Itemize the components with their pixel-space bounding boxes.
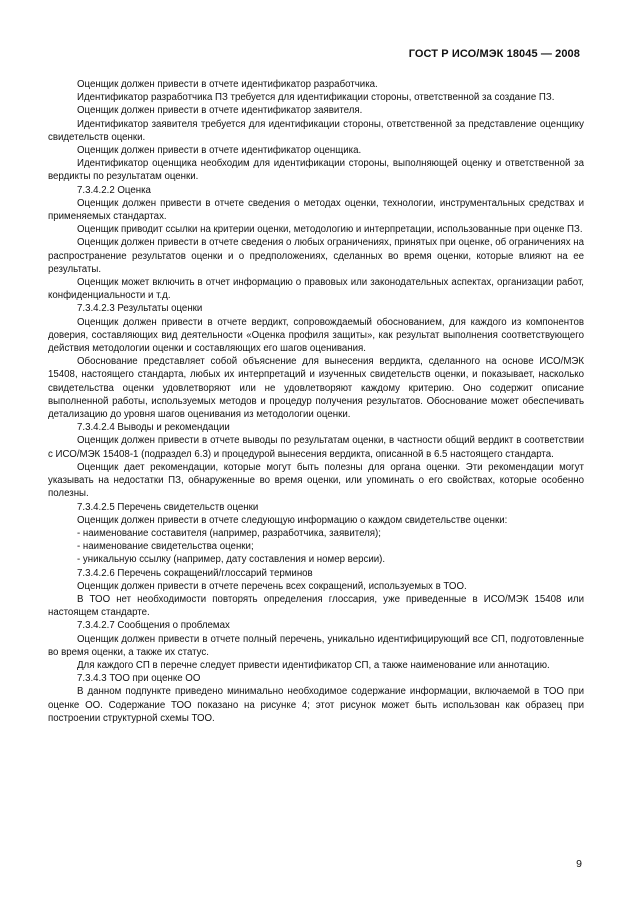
section-heading: 7.3.4.2.7 Сообщения о проблемах	[77, 620, 230, 632]
paragraph: Оценщик должен привести в отчете вердикт, сопровождаемый обоснованием, для каждого из компонентов доверия, составляющих вид деятельности «Оценка профиля защиты», как результат выполнения соответствующего действия методологии оценки и составляющих его шагов оценивания.	[48, 316, 584, 355]
paragraph: Идентификатор оценщика необходим для идентификации стороны, выполняющей оценку и ответственной за вердикты по результатам оценки.	[48, 158, 584, 183]
paragraph: В данном подпункте приведено минимально необходимое содержание информации, включаемой в ТОО при оценке ОО. Содержание ТОО показано на рисунке 4; этот рисунок может быть использован как образец при построении структурной схемы ТОО.	[48, 686, 584, 724]
paragraph: Обоснование представляет собой объяснение для вынесения вердикта, сделанного на основе ИСО/МЭК 15408, настоящего стандарта, любых их интерпретаций и изученных свидетельств оценки, и показывает, насколько свидетельства оценки удовлетворяют или не удовлетворяют каждому критерию. Оно содержит описание выполненной работы, используемых методов и процедур получения результатов. Обоснование может обеспечивать детализацию до уровня шагов оценивания из методологии оценки.	[48, 356, 584, 421]
section-heading: 7.3.4.2.5 Перечень свидетельств оценки	[77, 501, 259, 513]
paragraph: Оценщик может включить в отчет информацию о правовых или законодательных аспектах, организации работ, конфиденциальности и т.д.	[48, 277, 584, 302]
paragraph: Оценщик должен привести в отчете идентификатор разработчика.	[77, 79, 378, 90]
page-number: 9	[576, 858, 582, 870]
list-item: - наименование составителя (например, разработчика, заявителя);	[77, 527, 381, 539]
document-body	[48, 78, 584, 725]
paragraph: Идентификатор заявителя требуется для идентификации стороны, ответственной за представление оценщику свидетельств оценки.	[48, 118, 584, 143]
section-heading: 7.3.4.2.3 Результаты оценки	[77, 303, 203, 315]
paragraph: Оценщик должен привести в отчете сведения о любых ограничениях, принятых при оценке, об ограничениях на распространение результатов оценки и о предположениях, сделанных во время оценки, которые влияют на ее результаты.	[48, 237, 584, 275]
paragraph: Оценщик должен привести в отчете перечень всех сокращений, используемых в ТОО.	[77, 580, 467, 592]
section-heading: 7.3.4.2.6 Перечень сокращений/глоссарий терминов	[77, 567, 313, 579]
paragraph: Оценщик должен привести в отчете сведения о методах оценки, технологии, инструментальных средствах и применяемых стандартах.	[48, 197, 584, 223]
paragraph: В ТОО нет необходимости повторять определения глоссария, уже приведенные в ИСО/МЭК 15408 или настоящем стандарте.	[48, 593, 584, 619]
list-item: - уникальную ссылку (например, дату составления и номер версии).	[77, 554, 386, 566]
paragraph: Оценщик должен привести в отчете полный перечень, уникально идентифицирующий все СП, подготовленные во время оценки, а также их статус.	[48, 633, 584, 658]
standard-header: ГОСТ Р ИСО/МЭК 18045 — 2008	[408, 48, 580, 60]
paragraph: Оценщик должен привести в отчете идентификатор оценщика.	[77, 145, 362, 157]
paragraph: Оценщик должен привести в отчете следующую информацию о каждом свидетельстве оценки:	[77, 514, 508, 526]
section-heading: 7.3.4.2.2 Оценка	[77, 184, 151, 196]
list-item: - наименование свидетельства оценки;	[77, 541, 254, 553]
paragraph: Оценщик приводит ссылки на критерии оценки, методологию и интерпретации, использованные при оценке ПЗ.	[77, 224, 583, 236]
paragraph: Оценщик должен привести в отчете идентификатор заявителя.	[77, 105, 363, 117]
paragraph: Оценщик дает рекомендации, которые могут быть полезны для органа оценки. Эти рекомендации могут указывать на недостатки ПЗ, обнаруженные во время оценки, или упоминать о его свойствах, которые особенно полезны.	[48, 461, 584, 500]
paragraph: Для каждого СП в перечне следует привести идентификатор СП, а также наименование или аннотацию.	[77, 659, 550, 671]
paragraph: Идентификатор разработчика ПЗ требуется для идентификации стороны, ответственной за создание ПЗ.	[77, 92, 555, 104]
section-heading: 7.3.4.2.4 Выводы и рекомендации	[77, 422, 230, 434]
section-heading: 7.3.4.3 ТОО при оценке ОО	[77, 673, 201, 685]
paragraph: Оценщик должен привести в отчете выводы по результатам оценки, в частности общий вердикт в соответствии с ИСО/МЭК 15408-1 (подраздел 6.3) и процедурой вынесения вердикта, описанной в 6.5 настоящего стандарта.	[48, 435, 584, 460]
